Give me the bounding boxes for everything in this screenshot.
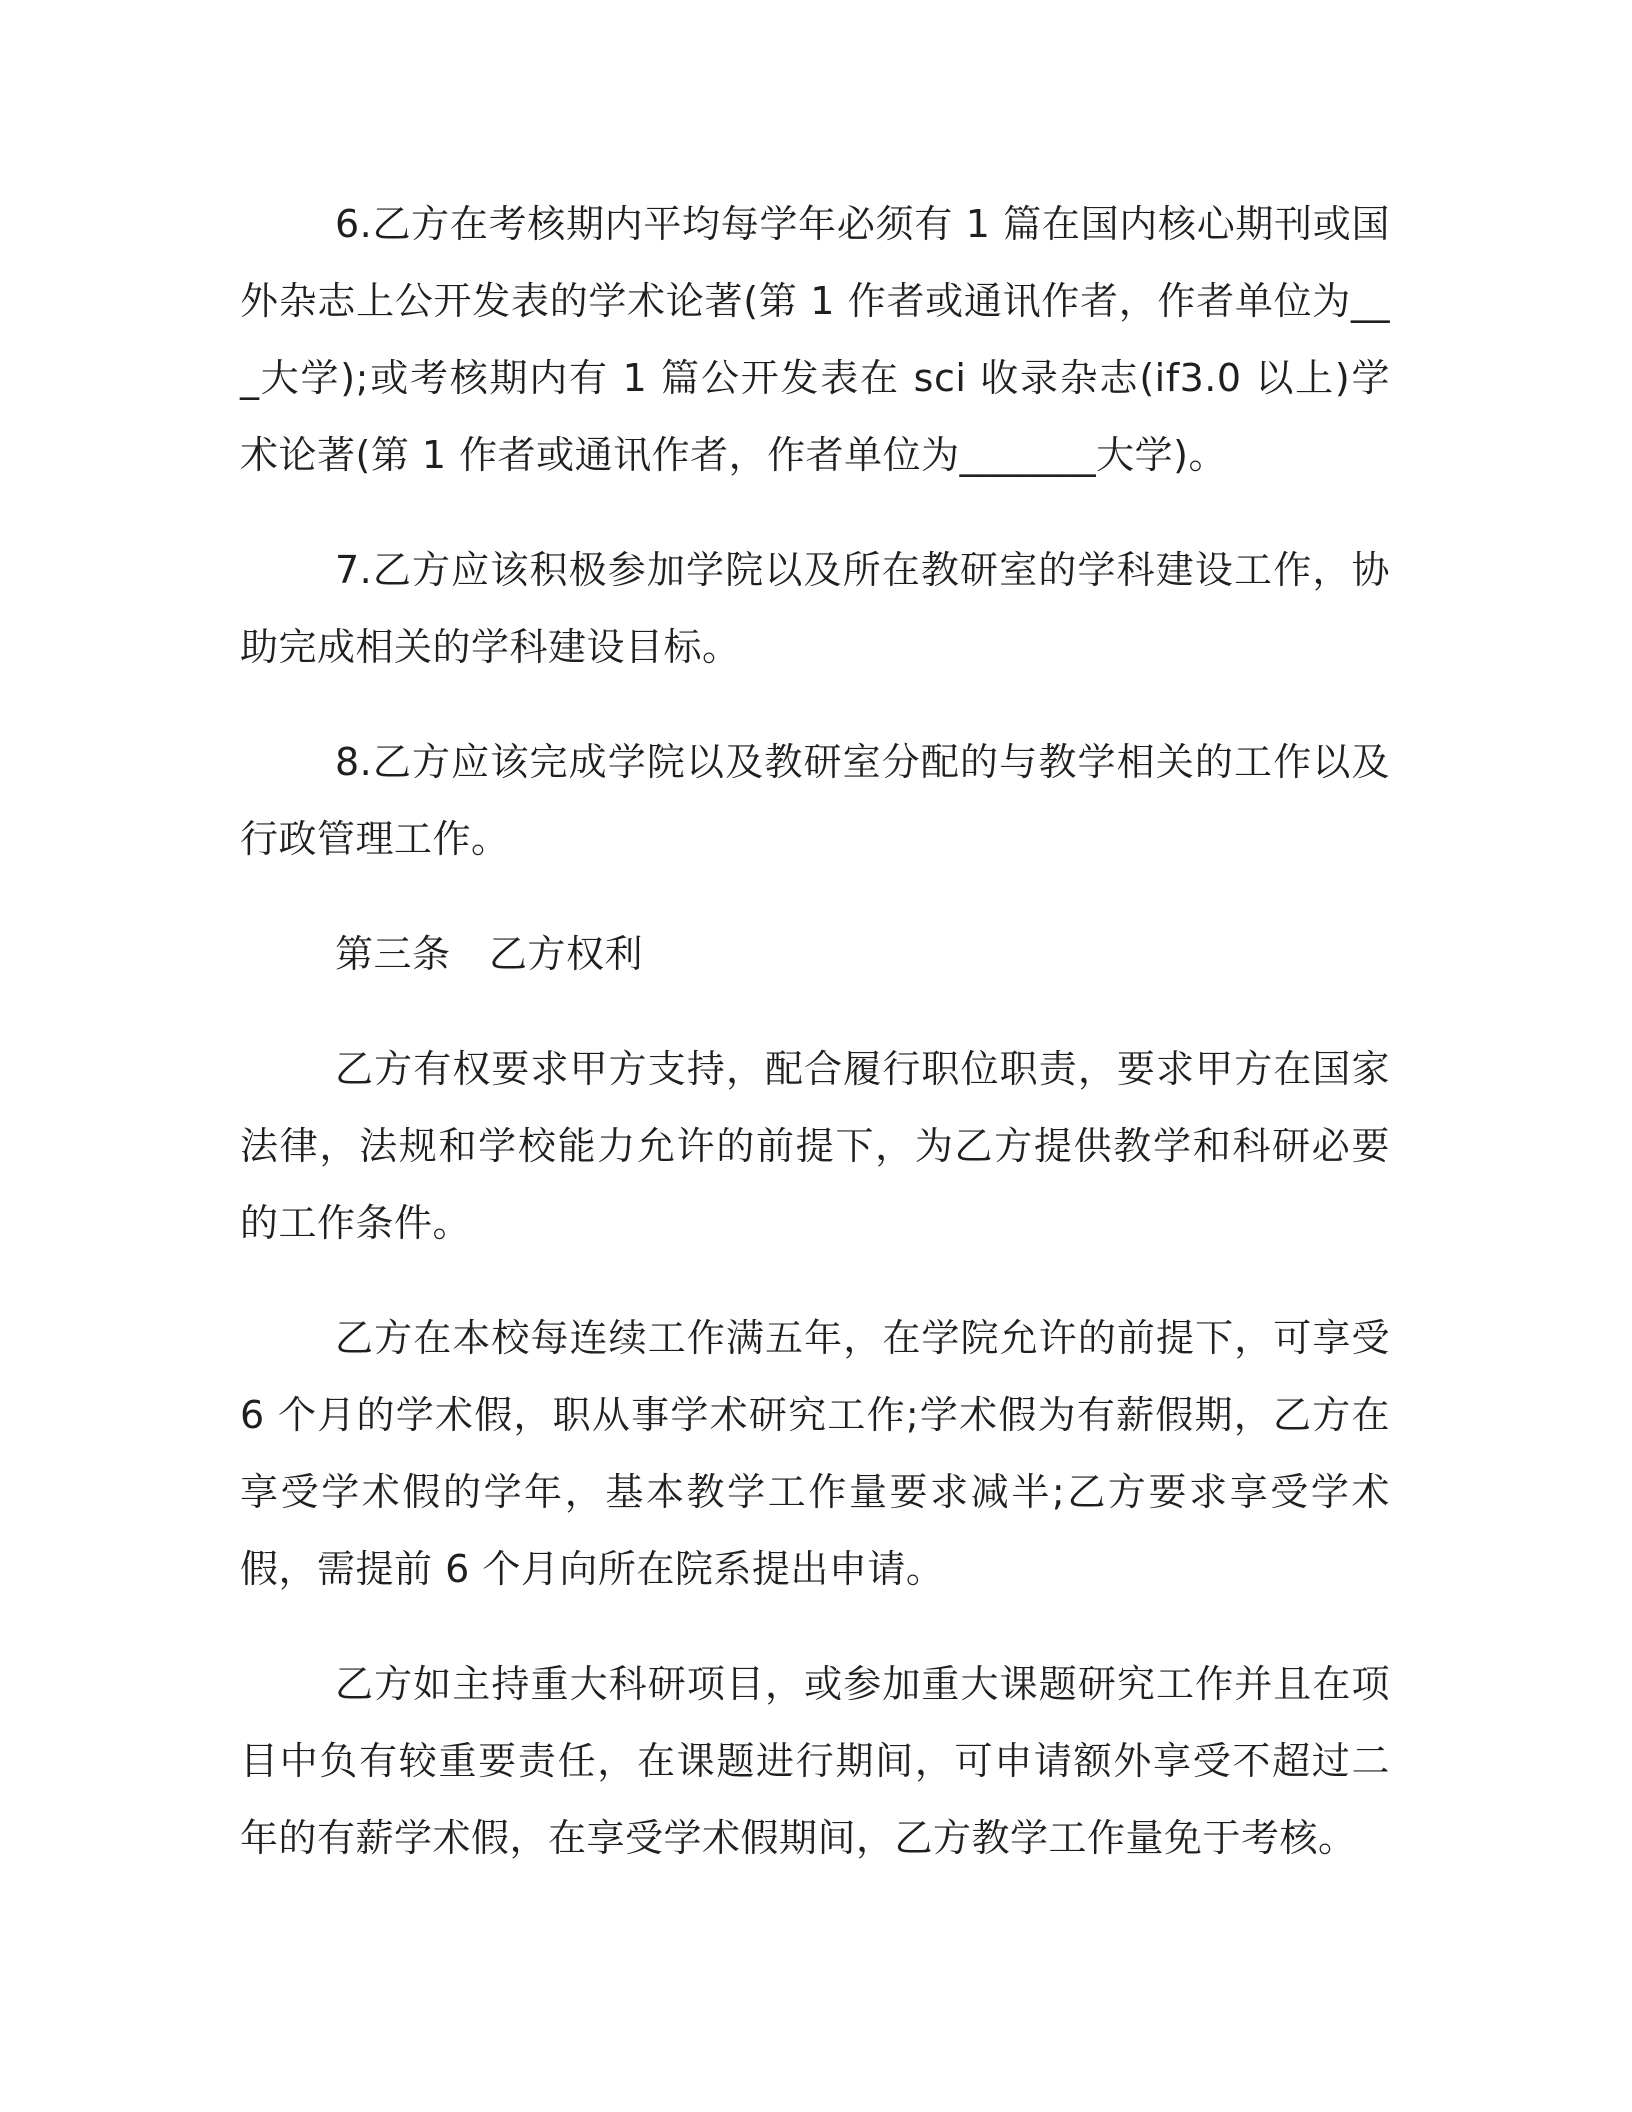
clause-7-paragraph: 7.乙方应该积极参加学院以及所在教研室的学科建设工作，协助完成相关的学科建设目标。 (240, 548, 1390, 669)
rights-paragraph-academic-leave: 乙方在本校每连续工作满五年，在学院允许的前提下，可享受 6 个月的学术假，职从事学术研究工作;学术假为有薪假期，乙方在享受学术假的学年，基本教学工作量要求减半;乙方要求享受学术假，需提前 6 个月向所在院系提出申请。 (240, 1316, 1390, 1591)
clause-8-paragraph: 8.乙方应该完成学院以及教研室分配的与教学相关的工作以及行政管理工作。 (240, 740, 1390, 861)
document-body (240, 186, 1390, 1915)
rights-paragraph-support: 乙方有权要求甲方支持，配合履行职位职责，要求甲方在国家法律，法规和学校能力允许的前提下，为乙方提供教学和科研必要的工作条件。 (240, 1047, 1390, 1245)
section-heading: 第三条 乙方权利 (335, 932, 644, 976)
clause-6-paragraph: 6.乙方在考核期内平均每学年必须有 1 篇在国内核心期刊或国外杂志上公开发表的学术论著(第 1 作者或通讯作者，作者单位为___大学);或考核期内有 1 篇公开发表在 sci 收录杂志(if3.0 以上)学术论著(第 1 作者或通讯作者，作者单位为_______大学)。 (240, 202, 1390, 477)
rights-paragraph-major-project: 乙方如主持重大科研项目，或参加重大课题研究工作并且在项目中负有较重要责任，在课题进行期间，可申请额外享受不超过二年的有薪学术假，在享受学术假期间，乙方教学工作量免于考核。 (240, 1662, 1390, 1860)
